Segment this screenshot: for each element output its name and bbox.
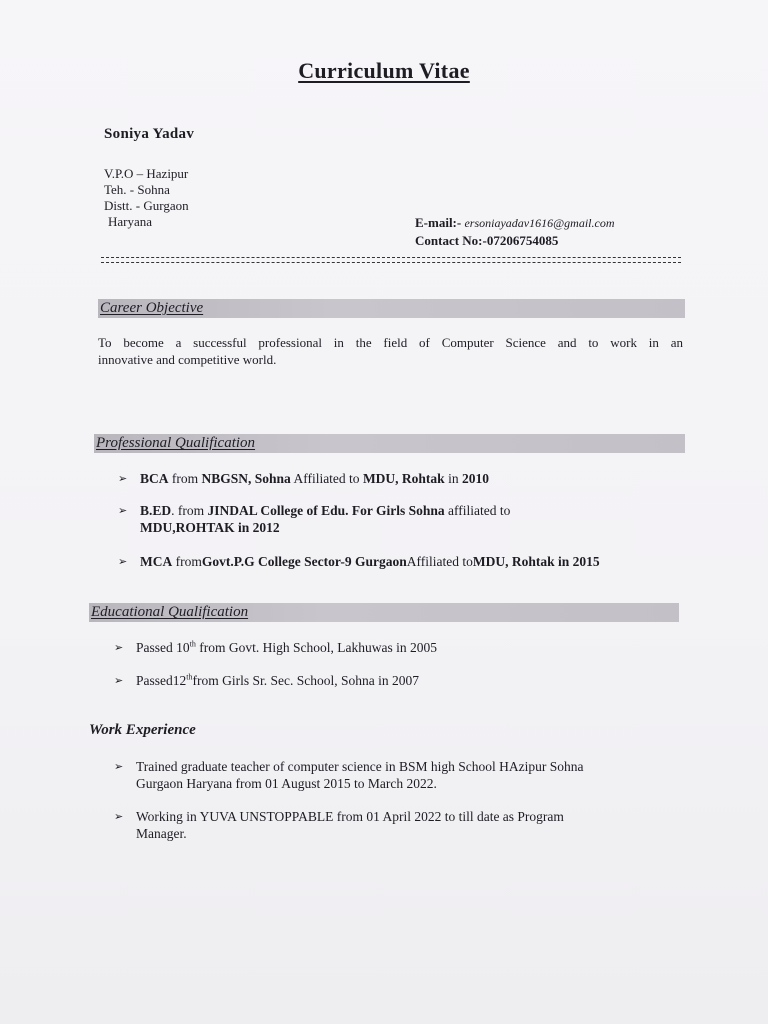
address-line: V.P.O – Hazipur — [104, 166, 189, 181]
address-line: Distt. - Gurgaon — [104, 198, 189, 213]
divider-rule — [101, 257, 681, 258]
phone-line — [415, 232, 615, 250]
arrow-bullet-icon: ➢ — [114, 674, 124, 687]
address-line: Teh. - Sohna — [104, 182, 170, 197]
email-line — [415, 214, 615, 232]
email-value: ersoniayadav1616@gmail.com — [464, 216, 615, 230]
work-experience-heading: Work Experience — [89, 722, 196, 738]
arrow-bullet-icon: ➢ — [118, 555, 128, 568]
arrow-bullet-icon: ➢ — [118, 472, 128, 485]
divider-rule — [101, 262, 681, 263]
candidate-name: Soniya Yadav — [104, 126, 195, 142]
address-line: Haryana — [108, 214, 153, 229]
contact-block — [415, 214, 615, 250]
professional-qualification-heading: Professional Qualification — [94, 434, 685, 453]
career-objective-heading: Career Objective — [98, 299, 685, 318]
arrow-bullet-icon: ➢ — [114, 810, 124, 823]
objective-line: innovative and competitive world. — [98, 352, 277, 367]
objective-line: To become a successful professional in the field of Computer Science and to work in an — [98, 335, 683, 350]
arrow-bullet-icon: ➢ — [114, 760, 124, 773]
phone-value: 07206754085 — [486, 233, 559, 248]
address-block — [104, 166, 189, 230]
document-title: Curriculum Vitae — [298, 58, 470, 83]
career-objective-text — [98, 334, 683, 368]
educational-qualification-heading: Educational Qualification — [89, 603, 679, 622]
cv-page: Curriculum Vitae Soniya Yadav V.P.O – Hazipur Teh. - Sohna Distt. - Gurgaon Haryana E-mail:- ersoniayadav1616@gmail.com Contact No:-07206754085 Career Objective To become a successful professional in the field of Computer Science and to work in an innovative and competitive world. Professional Qualification ➢ BCA from NBGSN, Sohna Affiliated to MDU, Rohtak in 2010 ➢ B.ED. from JINDAL College of Edu. For Girls Sohna affiliated to MDU,ROHTAK in 2012 ➢ MCA fromGovt.P.G College Sector-9 GurgaonAffiliated toMDU, Rohtak in 2015 Educational Qualification ➢ Passed 10th from Govt. High School, Lakhuwas in 2005 ➢ Passed12thfrom Girls Sr. Sec. School, Sohna in 2007 Work Experience ➢ Trained graduate teacher of computer science in BSM high School HAzipur Sohna Gurgaon Haryana from 01 August 2015 to March 2022. ➢ Working in YUVA UNSTOPPABLE from 01 April 2022 to till date as Program Manager. — [0, 0, 768, 1024]
phone-label: Contact No:- — [415, 233, 487, 248]
email-label: E-mail:- — [415, 215, 462, 230]
arrow-bullet-icon: ➢ — [114, 641, 124, 654]
arrow-bullet-icon: ➢ — [118, 504, 128, 517]
